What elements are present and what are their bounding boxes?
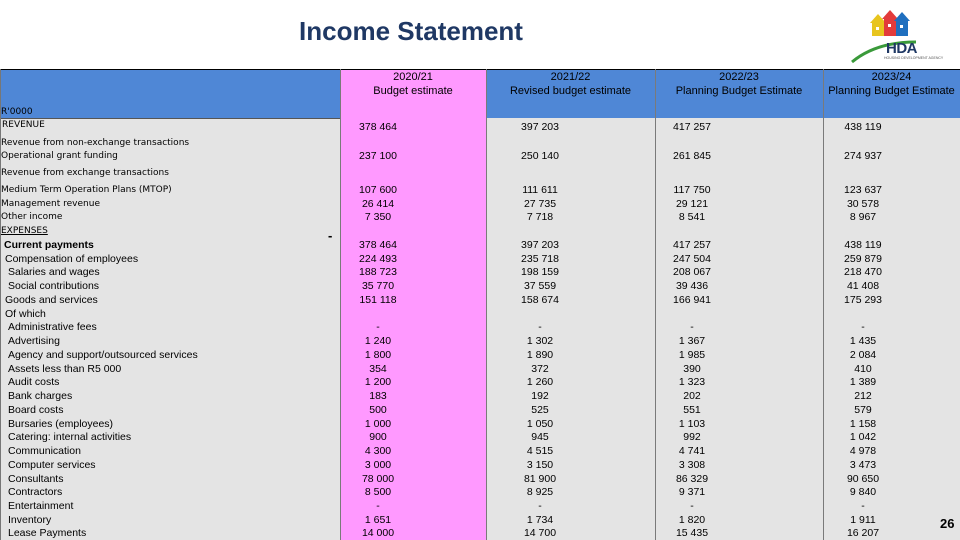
row-label: Assets less than R5 000 [8, 363, 122, 375]
table-cell: 1 651 [364, 514, 392, 526]
table-cell: 378 464 [359, 239, 397, 251]
table-cell: 1 000 [364, 418, 392, 430]
table-cell: 29 121 [675, 198, 709, 210]
table-cell: 26 414 [361, 198, 395, 210]
table-cell: 86 329 [675, 473, 709, 485]
table-cell: 354 [369, 363, 387, 375]
row-label: Management revenue [1, 199, 100, 209]
table-cell: 7 718 [526, 211, 554, 223]
row-label: Of which [5, 308, 46, 320]
table-cell: 90 650 [846, 473, 880, 485]
table-cell: 3 473 [849, 459, 877, 471]
row-label: Other income [1, 212, 63, 222]
table-cell: 1 367 [678, 335, 706, 347]
table-cell: 525 [531, 404, 549, 416]
table-cell: 417 257 [673, 121, 711, 133]
table-cell: 8 541 [678, 211, 706, 223]
row-label: Current payments [4, 239, 94, 251]
row-label: Audit costs [8, 376, 60, 388]
table-cell: 417 257 [673, 239, 711, 251]
table-cell: 15 435 [675, 527, 709, 539]
column-label: Planning Budget Estimate [828, 85, 955, 97]
table-cell: 212 [854, 390, 872, 402]
table-cell: 274 937 [844, 150, 882, 162]
table-cell: 1 158 [849, 418, 877, 430]
row-label: Bank charges [8, 390, 73, 402]
table-cell: 1 050 [526, 418, 554, 430]
table-cell: 166 941 [673, 294, 711, 306]
table-cell: 438 119 [844, 239, 882, 251]
table-cell: 945 [531, 431, 549, 443]
row-label: Salaries and wages [8, 266, 100, 278]
row-label: Inventory [8, 514, 52, 526]
table-cell: - [690, 321, 694, 333]
table-cell: 37 559 [523, 280, 557, 292]
table-cell: 4 741 [678, 445, 706, 457]
logo-tagline: HOUSING DEVELOPMENT AGENCY [884, 56, 944, 60]
table-cell: 8 925 [526, 486, 554, 498]
table-cell: 123 637 [844, 184, 882, 196]
row-label: Medium Term Operation Plans (MTOP) [1, 185, 172, 195]
table-cell: - [690, 500, 694, 512]
table-cell: 397 203 [521, 239, 559, 251]
column-header [655, 70, 823, 98]
row-label: Catering: internal activities [8, 431, 132, 443]
table-cell: 1 302 [526, 335, 554, 347]
col-divider [486, 69, 487, 540]
table-cell: 1 240 [364, 335, 392, 347]
row-label: Communication [8, 445, 81, 457]
table-cell: 378 464 [359, 121, 397, 133]
table-cell: 9 840 [849, 486, 877, 498]
table-cell: 158 674 [521, 294, 559, 306]
row-label: Social contributions [8, 280, 100, 292]
table-cell: 1 890 [526, 349, 554, 361]
table-cell: 1 435 [849, 335, 877, 347]
table-cell: 188 723 [359, 266, 397, 278]
table-cell: 224 493 [359, 253, 397, 265]
table-cell: 4 978 [849, 445, 877, 457]
row-label: EXPENSES [1, 226, 48, 236]
row-label: Contractors [8, 486, 63, 498]
table-cell: 7 350 [364, 211, 392, 223]
table-cell: 261 845 [673, 150, 711, 162]
table-cell: 579 [854, 404, 872, 416]
table-cell: 551 [683, 404, 701, 416]
table-cell: - [538, 321, 542, 333]
table-cell: 202 [683, 390, 701, 402]
row-label: Advertising [8, 335, 60, 347]
column-header [340, 70, 486, 98]
table-cell: 1 985 [678, 349, 706, 361]
table-cell: 1 103 [678, 418, 706, 430]
table-cell: 117 750 [673, 184, 711, 196]
table-cell: 397 203 [521, 121, 559, 133]
table-cell: 39 436 [675, 280, 709, 292]
table-cell: 1 911 [850, 514, 876, 526]
table-cell: 151 118 [359, 294, 397, 306]
table-cell: - [538, 500, 542, 512]
table-cell: 235 718 [521, 253, 559, 265]
table-cell: 35 770 [361, 280, 395, 292]
table-cell: 3 308 [678, 459, 706, 471]
row-label: Revenue from non-exchange transactions [1, 138, 190, 148]
table-cell: 8 967 [849, 211, 877, 223]
table-cell: 81 900 [523, 473, 557, 485]
table-cell: - [861, 321, 865, 333]
table-cell: 107 600 [359, 184, 397, 196]
currency-unit: R'0000 [1, 107, 33, 117]
table-cell: 192 [531, 390, 549, 402]
table-cell: 410 [854, 363, 872, 375]
table-cell: 1 200 [364, 376, 392, 388]
table-cell: 1 260 [526, 376, 554, 388]
header-divider [0, 118, 340, 119]
row-label: Goods and services [5, 294, 98, 306]
table-cell: 41 408 [846, 280, 880, 292]
row-label: Agency and support/outsourced services [8, 349, 198, 361]
row-label: Consultants [8, 473, 64, 485]
column-label: Budget estimate [373, 85, 453, 97]
table-cell: 14 000 [361, 527, 395, 539]
page-number: 26 [940, 516, 955, 531]
row-label: Revenue from exchange transactions [1, 168, 169, 178]
column-year: 2020/21 [393, 71, 433, 83]
table-cell: 250 140 [521, 150, 559, 162]
table-cell: 27 735 [523, 198, 557, 210]
row-label: Lease Payments [8, 527, 87, 539]
table-cell: 208 067 [673, 266, 711, 278]
table-cell: 390 [683, 363, 701, 375]
stray-dash: - [328, 228, 333, 243]
table-cell: 247 504 [673, 253, 711, 265]
table-cell: 1 042 [849, 431, 877, 443]
row-label: Entertainment [8, 500, 74, 512]
row-label: Computer services [8, 459, 96, 471]
table-cell: - [861, 500, 865, 512]
table-cell: 1 323 [678, 376, 706, 388]
table-cell: 1 389 [849, 376, 877, 388]
row-label: Bursaries (employees) [8, 418, 114, 430]
table-cell: 259 879 [844, 253, 882, 265]
logo-text: HDA [886, 40, 917, 57]
column-header [486, 70, 655, 98]
column-year: 2022/23 [719, 71, 759, 83]
table-cell: 500 [369, 404, 387, 416]
table-cell: 175 293 [844, 294, 882, 306]
table-cell: 9 371 [678, 486, 706, 498]
table-cell: 2 084 [849, 349, 877, 361]
page-title: Income Statement [299, 16, 523, 46]
table-cell: 14 700 [523, 527, 557, 539]
table-cell: 237 100 [359, 150, 397, 162]
column-header [823, 70, 960, 98]
table-cell: 183 [369, 390, 387, 402]
column-year: 2023/24 [871, 71, 912, 83]
table-cell: 78 000 [361, 473, 395, 485]
table-cell: 992 [683, 431, 701, 443]
table-cell: 1 734 [526, 514, 554, 526]
table-cell: 1 820 [678, 514, 706, 526]
table-cell: 1 800 [364, 349, 392, 361]
table-cell: 4 515 [526, 445, 554, 457]
table-cell: 438 119 [844, 121, 882, 133]
table-cell: 8 500 [364, 486, 392, 498]
table-cell: 3 150 [526, 459, 554, 471]
table-cell: 372 [531, 363, 549, 375]
row-label: Board costs [8, 404, 64, 416]
table-cell: 900 [369, 431, 387, 443]
column-label: Revised budget estimate [509, 85, 632, 97]
row-label: Administrative fees [8, 321, 97, 333]
row-label: Operational grant funding [1, 151, 118, 161]
table-cell: 198 159 [521, 266, 559, 278]
row-label: REVENUE [2, 120, 45, 130]
table-cell: - [376, 500, 380, 512]
table-cell: 3 000 [364, 459, 392, 471]
table-cell: 111 611 [522, 184, 558, 196]
column-label: Planning Budget Estimate [675, 85, 803, 97]
table-cell: - [376, 321, 380, 333]
table-cell: 30 578 [846, 198, 880, 210]
row-label: Compensation of employees [5, 253, 139, 265]
table-cell: 4 300 [364, 445, 392, 457]
table-cell: 16 207 [846, 527, 880, 539]
column-year: 2021/22 [550, 71, 591, 83]
table-cell: 218 470 [844, 266, 882, 278]
